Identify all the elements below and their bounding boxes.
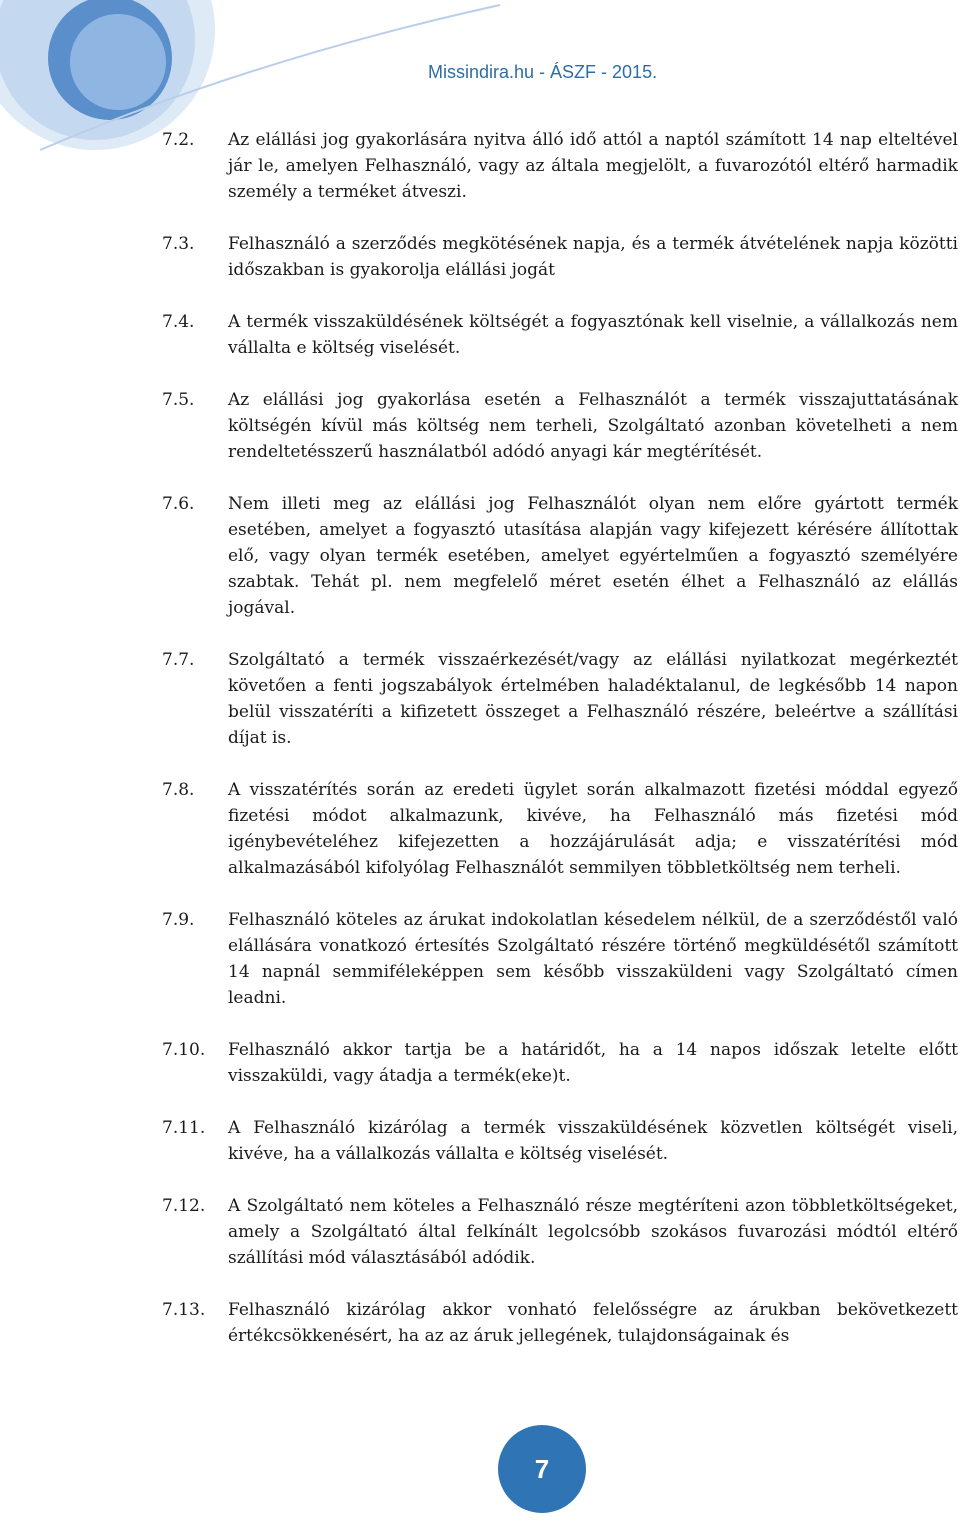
item-number: 7.2. <box>162 130 195 150</box>
list-item <box>162 907 958 1011</box>
item-number: 7.3. <box>162 234 195 254</box>
list-item <box>162 1297 958 1349</box>
item-number: 7.13. <box>162 1300 206 1320</box>
item-number: 7.11. <box>162 1118 206 1138</box>
page-number: 7 <box>534 1453 550 1484</box>
item-number: 7.9. <box>162 910 195 930</box>
list-item <box>162 1193 958 1271</box>
item-text: Nem illeti meg az elállási jog Felhasználót olyan nem előre gyártott termék esetében, amelyet a fogyasztó utasítása alapján vagy kifejezett kérésére állítottak elő, vagy olyan termék esetében, amelyet egyértelműen a fogyasztó személyére szabtak. Tehát pl. nem megfelelő méret esetén élhet a Felhasználó az elállás jogával. <box>228 494 958 618</box>
list-item <box>162 127 958 205</box>
item-text: Felhasználó kizárólag akkor vonható felelősségre az árukban bekövetkezett értékcsökkenésért, ha az az áruk jellegének, tulajdonságainak és <box>228 1300 958 1346</box>
item-number: 7.5. <box>162 390 195 410</box>
item-text: Szolgáltató a termék visszaérkezését/vagy az elállási nyilatkozat megérkeztét követően a fenti jogszabályok értelmében haladéktalanul, de legkésőbb 14 napon belül visszatéríti a kifizetett összeget a Felhasználó részére, beleértve a szállítási díjat is. <box>228 650 958 748</box>
header-title: Missindira.hu - ÁSZF - 2015. <box>428 62 658 82</box>
item-number: 7.4. <box>162 312 195 332</box>
item-text: Az elállási jog gyakorlása esetén a Felhasználót a termék visszajuttatásának költségén kívül más költség nem terheli, Szolgáltató azonban követelheti a nem rendeltetésszerű használatból adódó anyagi kár megtérítését. <box>228 390 958 462</box>
list-item <box>162 309 958 361</box>
list-item <box>162 1115 958 1167</box>
item-text: Felhasználó köteles az árukat indokolatlan késedelem nélkül, de a szerződéstől való elállására vonatkozó értesítés Szolgáltató részére történő megküldésétől számított 14 napnál semmiféleképpen sem később visszaküldeni vagy Szolgáltató címen leadni. <box>228 910 958 1008</box>
list-item <box>162 387 958 465</box>
item-number: 7.7. <box>162 650 195 670</box>
item-number: 7.10. <box>162 1040 206 1060</box>
page-number-badge <box>498 1425 586 1513</box>
decor-core-circle <box>70 14 166 110</box>
list-item <box>162 647 958 751</box>
list-item <box>162 1037 958 1089</box>
item-text: Felhasználó akkor tartja be a határidőt, ha a 14 napos időszak letelte előtt visszaküldi, vagy átadja a termék(eke)t. <box>228 1040 958 1086</box>
item-number: 7.8. <box>162 780 195 800</box>
terms-section <box>162 127 958 1375</box>
item-text: Felhasználó a szerződés megkötésének napja, és a termék átvételének napja közötti időszakban is gyakorolja elállási jogát <box>228 234 958 280</box>
list-item <box>162 777 958 881</box>
item-text: A Szolgáltató nem köteles a Felhasználó része megtéríteni azon többletköltségeket, amely a Szolgáltató által felkínált legolcsóbb szokásos fuvarozási módtól eltérő szállítási mód választásából adódik. <box>228 1196 958 1268</box>
item-number: 7.6. <box>162 494 195 514</box>
item-number: 7.12. <box>162 1196 206 1216</box>
list-item <box>162 491 958 621</box>
item-text: A termék visszaküldésének költségét a fogyasztónak kell viselnie, a vállalkozás nem vállalta e költség viselését. <box>228 312 958 358</box>
item-text: A visszatérítés során az eredeti ügylet során alkalmazott fizetési móddal egyező fizetési módot alkalmazunk, kivéve, ha Felhasználó más fizetési mód igénybevételéhez kifejezetten a hozzájárulását adja; e visszatérítési mód alkalmazásából kifolyólag Felhasználót semmilyen többletköltség nem terheli. <box>228 780 958 878</box>
item-text: A Felhasználó kizárólag a termék visszaküldésének közvetlen költségét viseli, kivéve, ha a vállalkozás vállalta e költség viselését. <box>228 1118 958 1164</box>
item-text: Az elállási jog gyakorlására nyitva álló idő attól a naptól számított 14 nap elteltével jár le, amelyen Felhasználó, vagy az általa megjelölt, a fuvarozótól eltérő harmadik személy a terméket átveszi. <box>228 130 958 202</box>
list-item <box>162 231 958 283</box>
